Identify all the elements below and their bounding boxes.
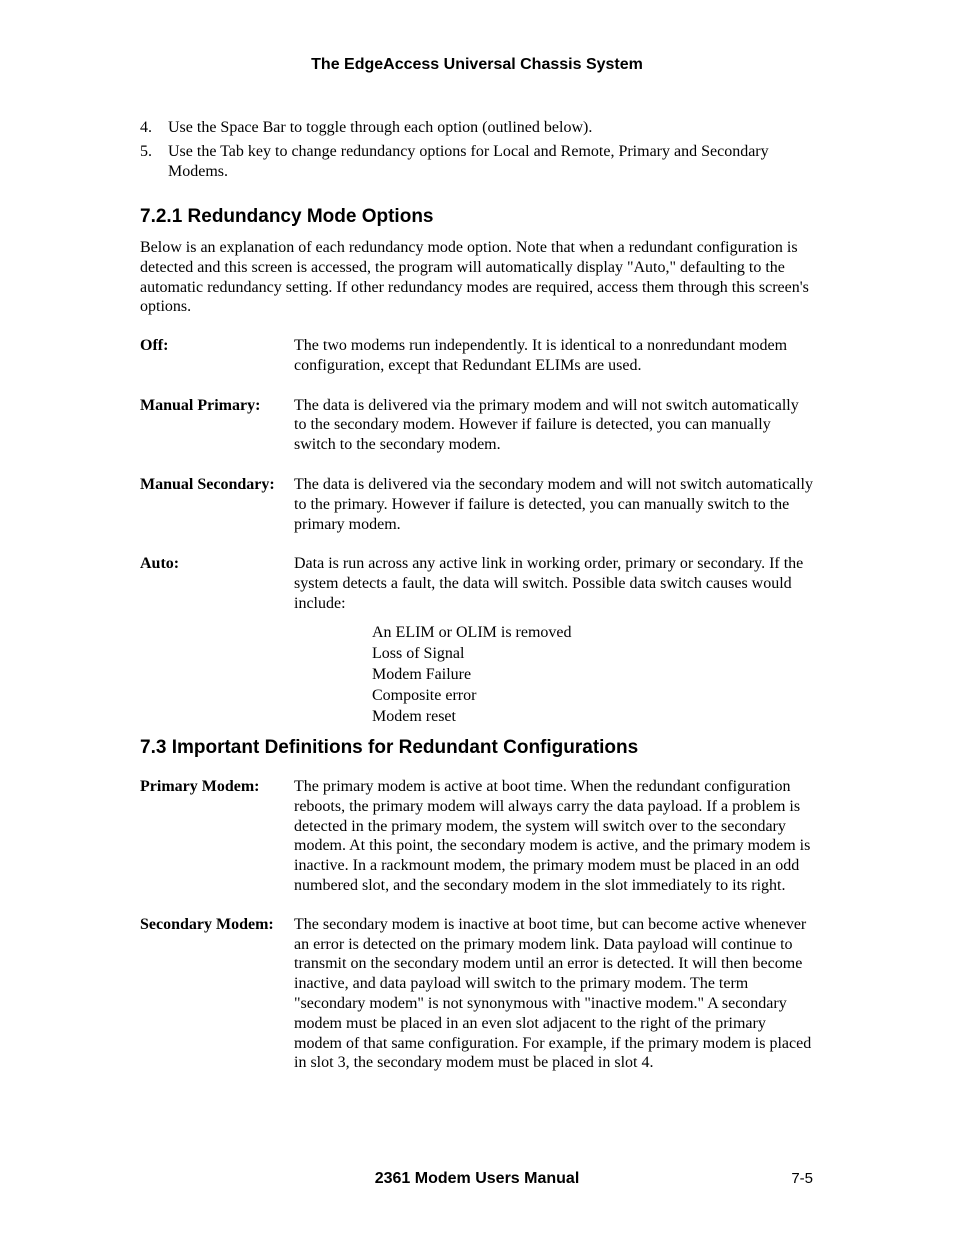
running-header: The EdgeAccess Universal Chassis System — [311, 56, 643, 73]
option-term: Auto: — [140, 555, 180, 573]
definition-primary-modem — [140, 777, 820, 896]
step-number: 4. — [140, 119, 152, 136]
section-heading-redundancy-mode-options: 7.2.1 Redundancy Mode Options — [140, 206, 434, 227]
option-off — [140, 336, 820, 376]
definition-description: The secondary modem is inactive at boot time, but can become active whenever an error is detected on the primary modem link. Data payload will continue to transmit on the secondary modem until an error is detected. It will then become inactive, and data payload will switch to the primary modem. The term "secondary modem" is not synonymous with "inactive modem." A secondary modem must be placed in an even slot adjacent to the right of the primary modem of that same configuration. For example, if the primary modem is placed in slot 3, the secondary modem must be placed in slot 4. — [294, 915, 812, 1072]
option-description: The data is delivered via the secondary modem and will not switch automatically to the primary. However if failure is detected, you can manually switch to the primary modem. — [294, 475, 813, 533]
step-number: 5. — [140, 143, 152, 160]
definition-term: Secondary Modem: — [140, 915, 274, 933]
list-item — [140, 118, 820, 138]
switch-causes-list — [372, 622, 820, 727]
section-intro: Below is an explanation of each redundancy mode option. Note that when a redundant configuration is detected and this screen is accessed, the program will automatically display "Auto," defaulting to the automatic redundancy setting. If other redundancy modes are required, access them through this screen's options. — [140, 239, 809, 316]
definitions-list — [140, 777, 820, 1073]
redundancy-options-list — [140, 336, 820, 727]
option-term: Manual Secondary: — [140, 475, 275, 493]
option-term: Manual Primary: — [140, 396, 261, 414]
definition-description: The primary modem is active at boot time. When the redundant configuration reboots, the primary modem will always carry the data payload. If a problem is detected in the primary modem, the system will switch over to the secondary modem. At this point, the secondary modem is active, and the primary modem is inactive. In a rackmount modem, the primary modem must be placed in an odd numbered slot, and the secondary modem in the slot immediately to its right. — [294, 778, 811, 894]
list-item: Modem Failure — [372, 665, 472, 683]
running-footer: 2361 Modem Users Manual — [374, 1170, 580, 1187]
option-description: The two modems run independently. It is identical to a nonredundant modem configuration, except that Redundant ELIMs are used. — [294, 337, 788, 374]
definition-term: Primary Modem: — [140, 778, 260, 795]
list-item: An ELIM or OLIM is removed — [372, 623, 572, 641]
option-term: Off: — [140, 337, 169, 354]
definition-secondary-modem — [140, 915, 820, 1073]
list-item: Composite error — [372, 686, 477, 704]
option-description: The data is delivered via the primary modem and will not switch automatically to the secondary modem. However if failure is detected, you can manually switch to the secondary modem. — [294, 396, 799, 454]
list-item — [140, 142, 820, 182]
section-heading-important-definitions: 7.3 Important Definitions for Redundant Configurations — [140, 737, 639, 758]
step-text: Use the Tab key to change redundancy options for Local and Remote, Primary and Secondary Modems. — [168, 143, 769, 180]
list-item: Loss of Signal — [372, 644, 465, 662]
list-item: Modem reset — [372, 707, 456, 725]
option-manual-primary — [140, 396, 820, 455]
instruction-steps — [140, 118, 820, 186]
option-auto — [140, 554, 820, 726]
step-text: Use the Space Bar to toggle through each option (outlined below). — [168, 119, 593, 136]
option-manual-secondary — [140, 475, 820, 534]
page-number: 7-5 — [791, 1170, 813, 1187]
option-description: Data is run across any active link in working order, primary or secondary. If the system detects a fault, the data will switch. Possible data switch causes would include: — [294, 555, 804, 612]
